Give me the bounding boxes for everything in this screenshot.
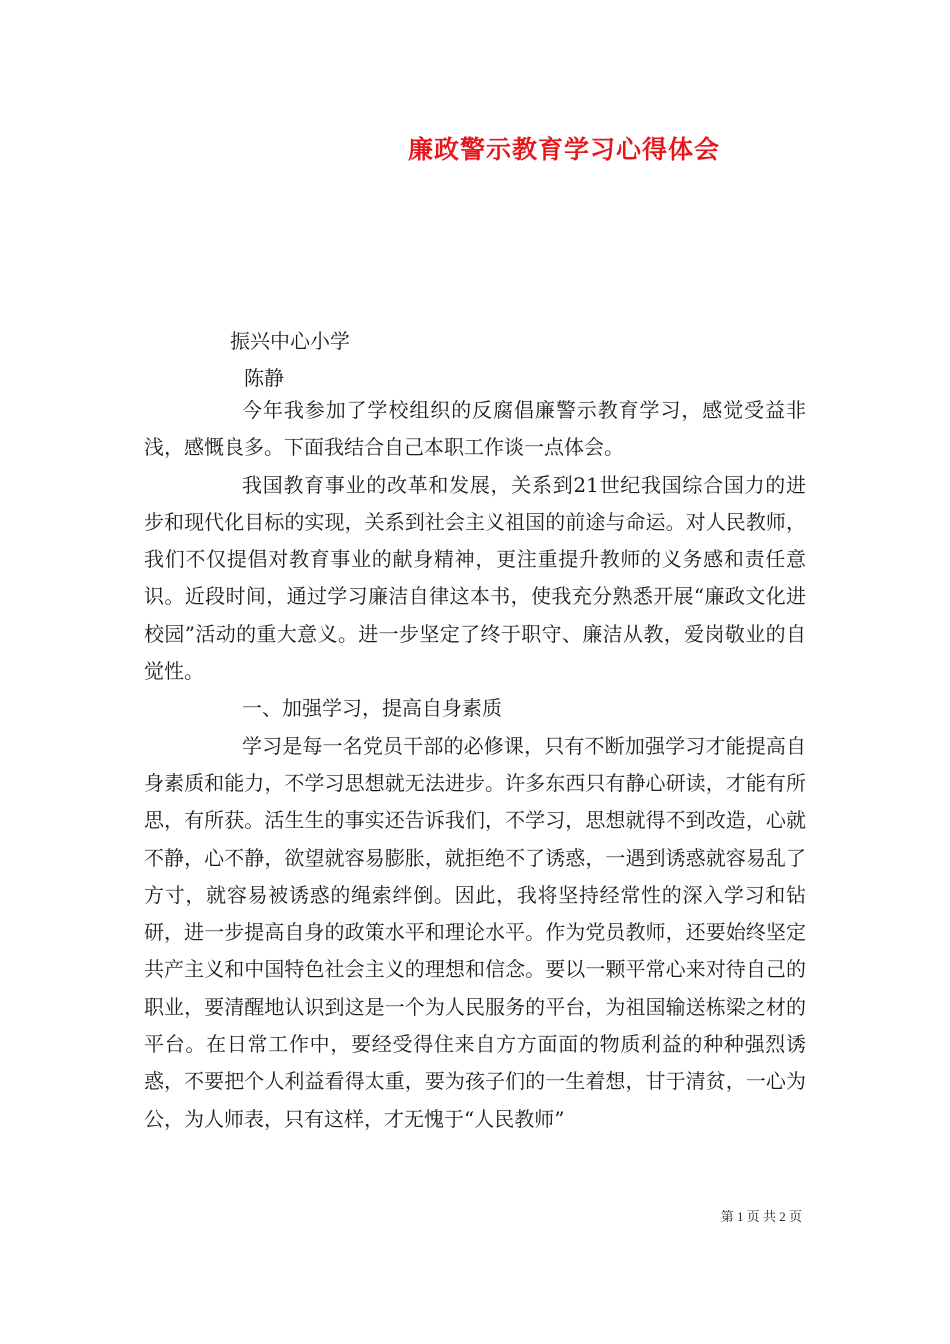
document-title: 廉政警示教育学习心得体会 [407,135,720,164]
paragraph-intro: 今年我参加了学校组织的反腐倡廉警示教育学习，感觉受益非浅，感慨良多。下面我结合自己本职工作谈一点体会。 [144,398,806,460]
paragraph-study: 学习是每一名党员干部的必修课，只有不断加强学习才能提高自身素质和能力，不学习思想就无法进步。许多东西只有静心研读，才能有所思，有所获。活生生的事实还告诉我们，不学习，思想就得不到改造，心就不静，心不静，欲望就容易膨胀，就拒绝不了诱惑，一遇到诱惑就容易乱了方寸，就容易被诱惑的绳索绊倒。因此，我将坚持经常性的深入学习和钻研，进一步提高自身的政策水平和理论水平。作为党员教师，还要始终坚定共产主义和中国特色社会主义的理想和信念。要以一颗平常心来对待自己的职业，要清醒地认识到这是一个为人民服务的平台，为祖国输送栋梁之材的平台。在日常工作中，要经受得住来自方方面面的物质利益的种种强烈诱惑，不要把个人利益看得太重，要为孩子们的一生着想，甘于清贫，一心为公，为人师表，只有这样，才无愧于“人民教师” [144,733,806,1131]
author-name: 陈静 [244,366,284,390]
document-body [144,392,806,1138]
page-footer: 第 1 页 共 2 页 [720,1209,802,1224]
school-name: 振兴中心小学 [230,329,350,353]
section-heading-1: 一、加强学习，提高自身素质 [242,696,502,721]
paragraph-education-reform: 我国教育事业的改革和发展，关系到21世纪我国综合国力的进步和现代化目标的实现，关系到社会主义祖国的前途与命运。对人民教师，我们不仅提倡对教育事业的献身精神，更注重提升教师的义务感和责任意识。近段时间，通过学习廉洁自律这本书，使我充分熟悉开展“廉政文化进校园”活动的重大意义。进一步坚定了终于职守、廉洁从教，爱岗敬业的自觉性。 [144,472,806,684]
